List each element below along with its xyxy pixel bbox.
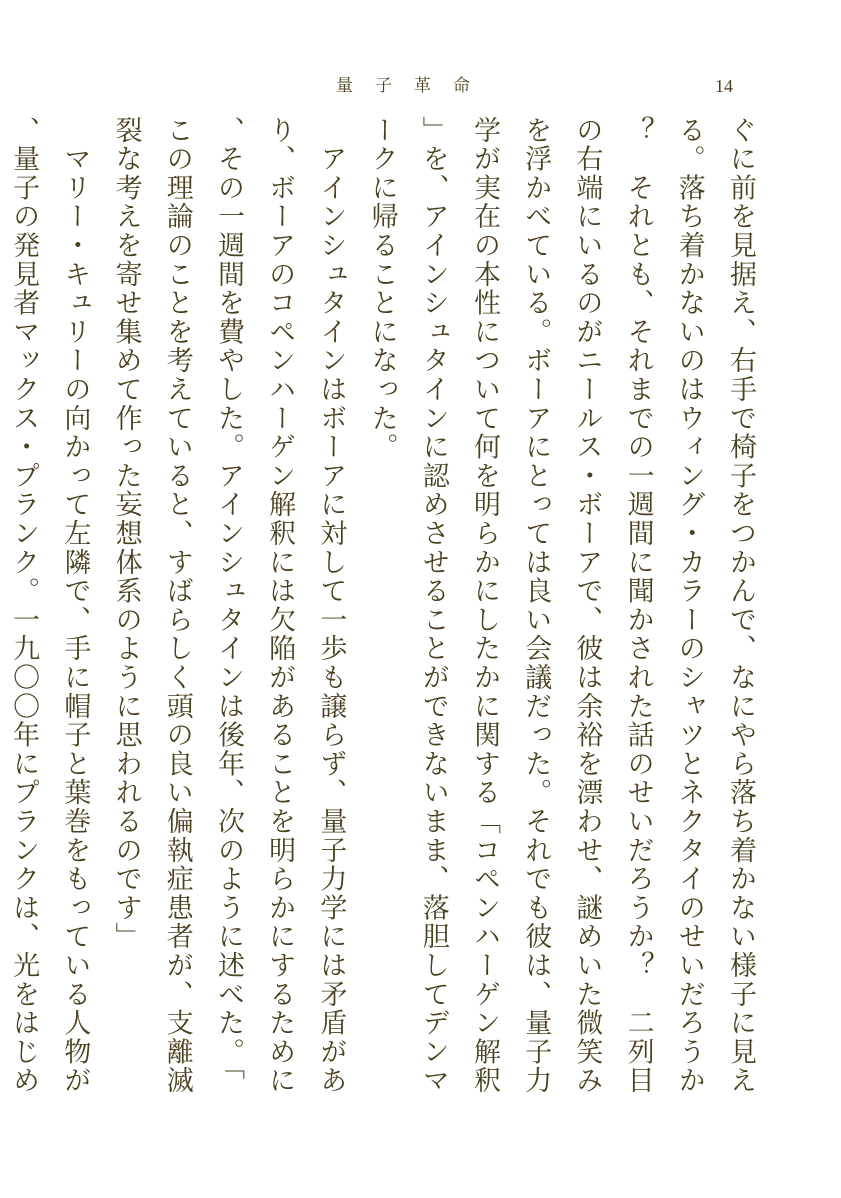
page-number: 14 [715, 76, 733, 96]
paragraph: アインシュタインはボーアに対して一歩も譲らず、量子力学には矛盾があり、ボーアのコペンハーゲン解釈には欠陥があることを明らかにするために、その一週間を費やした。アインシュタインは後年、次のように述べた。「この理論のことを考えていると、すばらしく頭の良い偏執症患者が、支離滅裂な考えを寄せ集めて作った妄想体系のように思われるのです」 [110, 116, 347, 1096]
paragraph: マリー・キュリーの向かって左隣で、手に帽子と葉巻をもっている人物が、量子の発見者マックス・プランク。一九〇〇年にプランクは、光をはじめ [8, 116, 91, 1096]
body-text [8, 116, 766, 1106]
running-header [0, 76, 841, 100]
running-title: 量子革命 [336, 76, 492, 96]
paragraph: ぐに前を見据え、右手で椅子をつかんで、なにやら落ち着かない様子に見える。落ち着かないのはウィング・カラーのシャツとネクタイのせいだろうか？ それとも、それまでの一週間に聞かされた話のせいだろうか？ 二列目の右端にいるのがニールス・ボーアで、彼は余裕を漂わせ、謎めいた微笑みを浮かべている。ボーアにとっては良い会議だった。それでも彼は、量子力学が実在の本性について何を明らかにしたかに関する「コペンハーゲン解釈」を、アインシュタインに認めさせることができないまま、落胆してデンマークに帰ることになった。 [366, 116, 756, 1096]
